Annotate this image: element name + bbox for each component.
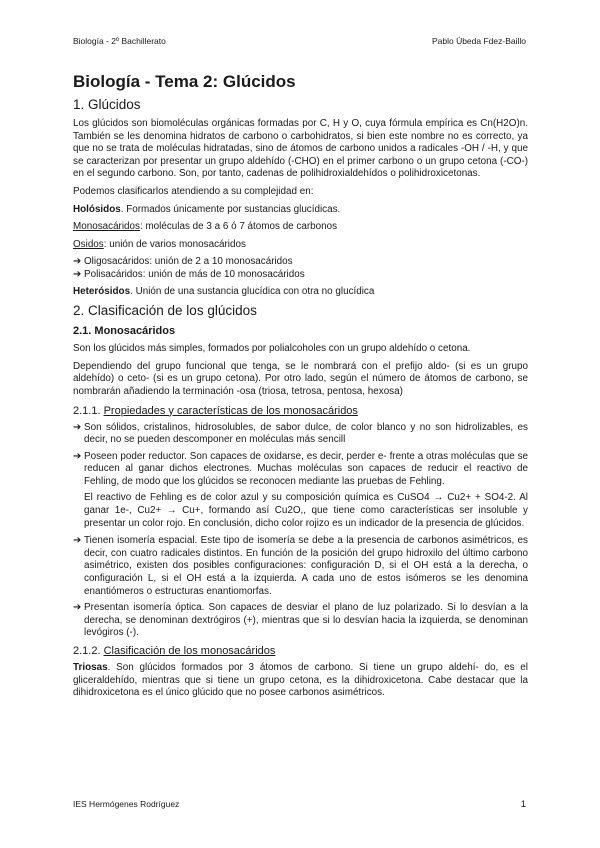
section-1-heading: 1. Glúcidos bbox=[73, 97, 141, 112]
page-number: 1 bbox=[520, 799, 526, 810]
term: Monosacáridos bbox=[73, 221, 140, 233]
section-2-heading: 2. Clasificación de los glúcidos bbox=[73, 303, 257, 319]
definition-triosas: Triosas. Son glúcidos formados por 3 átomos de carbono. Si tiene un grupo aldehí- do, es el gliceraldehído, mientras que si tiene un grupo cetona, es la dihidroxicetona. Cabe destacar que la dihidroxicetona es el único glúcido que no posee carbonos asimétricos. bbox=[73, 662, 528, 699]
arrow-right-icon: ➔ bbox=[73, 535, 82, 547]
term: Heterósidos bbox=[73, 285, 131, 297]
definition-osidos: Osidos: unión de varios monosacáridos bbox=[73, 238, 246, 250]
header-right: Pablo Úbeda Fdez-Baillo bbox=[431, 36, 526, 46]
arrow-right-icon: ➔ bbox=[73, 268, 82, 280]
arrow-right-icon: ➔ bbox=[73, 450, 82, 462]
page-title: Biología - Tema 2: Glúcidos bbox=[73, 72, 296, 91]
paragraph: Son los glúcidos más simples, formados por polialcoholes con un grupo aldehído o cetona. bbox=[73, 343, 471, 355]
footer-left: IES Hermógenes Rodríguez bbox=[73, 799, 180, 809]
term: Holósidos bbox=[73, 203, 121, 215]
arrow-right-icon: ➔ bbox=[73, 602, 82, 614]
subsubsection-heading: 2.1.2. Clasificación de los monosacáridos bbox=[73, 645, 276, 657]
paragraph: El reactivo de Fehling es de color azul y su composición química es CuSO4 → Cu2+ + SO4-2. Al ganar 1e-, Cu2+ → Cu+, formando así Cu2O,, que tiene como características ser insoluble y presentar un color rojo. En conclusión, dicho color rojizo es un indicador de la presencia de glúcidos. bbox=[84, 492, 528, 529]
list-item: ➔ Tienen isomería espacial. Este tipo de isomería se debe a la presencia de carbonos asimétricos, es decir, con cuatro radicales distintos. En función de la posición del grupo hidroxilo del último carbono asimétrico, existen dos posibles configuraciones: configuración D, si el OH está a la derecha, o configuración L, si el OH está a la izquierda. A cada uno de estos isómeros se les denomina enantiómeros o estructuras enantiomorfas. bbox=[73, 535, 528, 597]
header-left: Biología - 2º Bachillerato bbox=[73, 36, 166, 46]
paragraph: Dependiendo del grupo funcional que tenga, se le nombrará con el prefijo aldo- (si es un grupo aldehído) o ceto- (si es un grupo cetona). Por otro lado, según el número de átomos de carbono, se nombrarán añadiendo la terminación -osa (triosa, tetrosa, pentosa, hexosa) bbox=[73, 360, 528, 397]
list-item: ➔ Oligosacáridos: unión de 2 a 10 monosacáridos bbox=[73, 256, 293, 268]
list-item: ➔ Poseen poder reductor. Son capaces de oxidarse, es decir, perder e- frente a otras moléculas que se reducen al ganar dichos electrones. Muchas moléculas son capaces de reducir el reactivo de Fehling, de modo que los glúcidos se reconocen mediante las pruebas de Fehling. bbox=[73, 450, 528, 487]
document-body bbox=[73, 72, 528, 705]
arrow-right-icon: ➔ bbox=[73, 421, 82, 433]
list-item: ➔ Polisacáridos: unión de más de 10 monosacáridos bbox=[73, 268, 305, 280]
definition-holosidos: Holósidos. Formados únicamente por sustancias glucídicas. bbox=[73, 203, 341, 215]
list-item: ➔ Presentan isomería óptica. Son capaces de desviar el plano de luz polarizado. Si lo desvían a la derecha, se denominan dextrógiros (+), mientras que si lo desvían hacia la izquierda, se denominan levógiros (-). bbox=[73, 602, 528, 639]
subsection-heading: 2.1. Monosacáridos bbox=[73, 325, 176, 338]
term: Triosas bbox=[73, 662, 108, 673]
paragraph: Los glúcidos son biomoléculas orgánicas formadas por C, H y O, cuya fórmula empírica es Cn(H2O)n. También se les denomina hidratos de carbono o carbohidratos, si bien este nombre no es correcto, ya que no se trata de moléculas hidratadas, sino de átomos de carbono unidos a radicales -OH / -H, y que se caracterizan por presentar un grupo aldehído (-CHO) en el primer carbono o un grupo cetona (-CO-) en el segundo carbono. Son, por tanto, cadenas de polihidroxialdehídos o polihidroxicetonas. bbox=[73, 118, 528, 180]
definition-monosacaridos: Monosacáridos: moléculas de 3 a 6 ó 7 átomos de carbonos bbox=[73, 221, 338, 233]
paragraph: Podemos clasificarlos atendiendo a su complejidad en: bbox=[73, 185, 314, 197]
arrow-right-icon: ➔ bbox=[73, 256, 82, 268]
term: Osidos bbox=[73, 238, 104, 250]
list-item: ➔ Son sólidos, cristalinos, hidrosolubles, de sabor dulce, de color blanco y no son hidrolizables, es decir, no se pueden descomponer en moléculas más sencill bbox=[73, 421, 528, 446]
definition-heterosidos: Heterósidos. Unión de una sustancia glucídica con otra no glucídica bbox=[73, 285, 375, 297]
subsubsection-heading: 2.1.1. Propiedades y características de los monosacáridos bbox=[73, 404, 358, 417]
